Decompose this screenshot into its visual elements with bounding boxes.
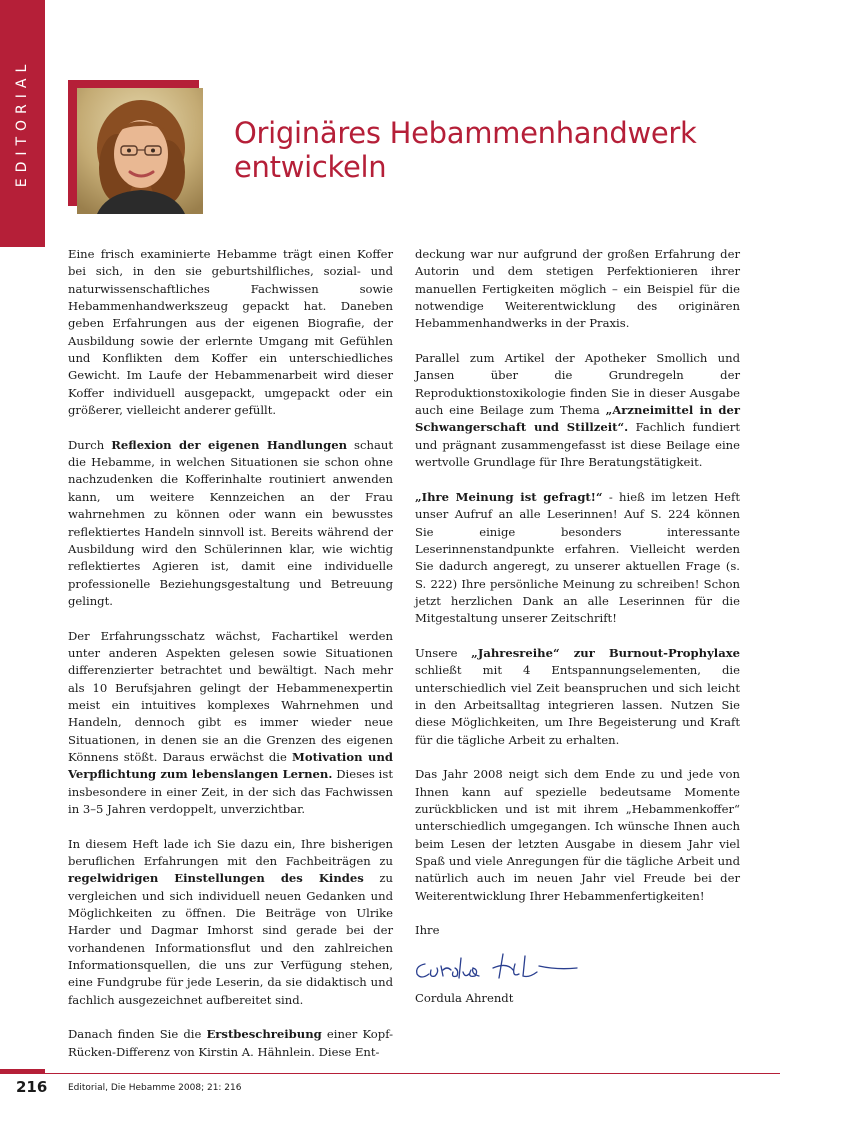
footer-rule	[45, 1073, 780, 1074]
paragraph: „Ihre Meinung ist gefragt!“ - hieß im letzen Heft unser Aufruf an alle Leserinnen! Auf S. 224 können Sie einige besonders interessante Leserinnenstandpunkte erfahren. Vielleicht werden Sie dadurch angeregt, zu unserer aktuellen Frage (s. S. 222) Ihre persönliche Meinung zu schreiben! Schon jetzt herzlichen Dank an alle Leserinnen für die Mitgestaltung unserer Zeitschrift!	[415, 489, 740, 626]
page-number: 216	[16, 1078, 48, 1096]
author-portrait-icon	[77, 88, 203, 214]
bold-term: Erstbeschreibung	[206, 1027, 322, 1042]
author-name: Cordula Ahrendt	[415, 990, 514, 1005]
section-label: EDITORIAL	[14, 58, 30, 188]
article-title	[234, 116, 794, 184]
title-line-1: Originäres Hebammenhandwerk	[234, 116, 697, 150]
paragraph: Unsere „Jahresreihe“ zur Burnout-Prophylaxe schließt mit 4 Entspannungselementen, die unterschiedlich viel Zeit beanspruchen und sich leicht in den Arbeitsalltag integrieren lassen. Nutzen Sie diese Möglichkeiten, um Ihre Begeisterung und Kraft für die tägliche Arbeit zu erhalten.	[415, 645, 741, 747]
bold-term: „Jahresreihe“ zur Burnout-Prophylaxe	[471, 645, 741, 660]
citation: Editorial, Die Hebamme 2008; 21: 216	[68, 1083, 242, 1093]
bold-term: Reflexion der eigenen Handlungen	[111, 437, 348, 452]
paragraph: Der Erfahrungsschatz wächst, Fachartikel werden unter anderen Aspekten gelesen sowie Situationen differenzierter betrachtet und bewältigt. Nach mehr als 10 Berufsjahren gelingt der Hebammenexpertin meist ein intuitives komplexes Wahrnehmen und Handeln, dennoch gibt es immer wieder neue Situationen, in denen sie an die Grenzen des eigenen Könnens stößt. Daraus erwächst die Motivation und Verpflichtung zum lebenslangen Lernen. Dieses ist insbesondere in einer Zeit, in der sich das Fachwissen in 3–5 Jahren verdoppelt, unverzichtbar.	[68, 628, 393, 816]
paragraph: deckung war nur aufgrund der großen Erfahrung der Autorin und dem stetigen Perfektionieren ihrer manuellen Fertigkeiten möglich – ein Beispiel für die notwendige Weiterentwicklung des originären Hebammenhandwerks in der Praxis.	[415, 247, 740, 331]
footer-tab	[0, 1069, 45, 1074]
signature-block	[415, 922, 740, 1007]
closing: Ihre	[415, 923, 440, 938]
paragraph: Eine frisch examinierte Hebamme trägt einen Koffer bei sich, in den sie geburtshilfliches, sozial- und naturwissenschaftliches Fachwissen sowie Hebammenhandwerkszeug gepackt hat. Daneben geben Erfahrungen aus der eigenen Biografie, der Ausbildung sowie der erlernte Umgang mit Gefühlen und Konflikten dem Koffer ein unterschiedliches Gewicht. Im Laufe der Hebammenarbeit wird dieser Koffer individuell ausgepackt, umgepackt oder ein größerer, vielleicht anderer gefüllt.	[68, 247, 393, 418]
paragraph: Parallel zum Artikel der Apotheker Smollich und Jansen über die Grundregeln der Reproduktionstoxikologie finden Sie in dieser Ausgabe auch eine Beilage zum Thema „Arzneimittel in der Schwangerschaft und Stillzeit“. Fachlich fundiert und prägnant zusammengefasst ist diese Beilage eine wertvolle Grundlage für Ihre Beratungstätigkeit.	[415, 351, 740, 470]
section-tab	[0, 0, 45, 247]
bold-term: „Arzneimittel in der Schwangerschaft und Stillzeit“.	[415, 403, 740, 435]
paragraph: Das Jahr 2008 neigt sich dem Ende zu und jede von Ihnen kann auf spezielle bedeutsame Momente zurückblicken und ist mit ihrem „Hebammenkoffer“ unterschiedlich umgegangen. Ich wünsche Ihnen auch beim Lesen der letzten Ausgabe in diesem Jahr viel Spaß und viele Anregungen für die tägliche Arbeit und natürlich auch im neuen Jahr viel Freude bei der Weiterentwicklung Ihrer Hebammenfertigkeiten!	[415, 767, 740, 903]
paragraph: Danach finden Sie die Erstbeschreibung einer Kopf-Rücken-Differenz von Kirstin A. Hähnlein. Diese Ent-	[68, 1027, 393, 1059]
bold-term: regelwidrigen Einstellungen des Kindes	[68, 871, 364, 886]
right-column	[415, 246, 740, 1007]
signature-icon	[407, 944, 587, 988]
author-photo	[77, 88, 203, 214]
paragraph: In diesem Heft lade ich Sie dazu ein, Ihre bisherigen beruflichen Erfahrungen mit den Fachbeiträgen zu regelwidrigen Einstellungen des Kindes zu vergleichen und sich individuell neuen Gedanken und Möglichkeiten zu öffnen. Die Beiträge von Ulrike Harder und Dagmar Imhorst sind gerade bei der vorhandenen Informationsflut und den zahlreichen Informationsquellen, die uns zur Verfügung stehen, eine Fundgrube für jede Leserin, da sie didaktisch und fachlich ausgezeichnet aufbereitet sind.	[68, 836, 393, 1007]
bold-term: Motivation und Verpflichtung zum lebenslangen Lernen.	[68, 749, 393, 782]
title-line-2: entwickeln	[234, 150, 387, 184]
paragraph: Durch Reflexion der eigenen Handlungen schaut die Hebamme, in welchen Situationen sie schon ohne nachzudenken die Kofferinhalte routiniert anwenden kann, um weitere Kennzeichen an der Frau wahrnehmen zu können oder wann ein bewusstes reflektiertes Handeln sinnvoll ist. Bereits während der Ausbildung wird den Schülerinnen klar, wie wichtig reflektiertes Agieren ist, damit eine individuelle professionelle Beziehungsgestaltung und Betreuung gelingt.	[68, 437, 393, 608]
left-column	[68, 246, 393, 1079]
bold-term: „Ihre Meinung ist gefragt!“	[415, 489, 603, 504]
